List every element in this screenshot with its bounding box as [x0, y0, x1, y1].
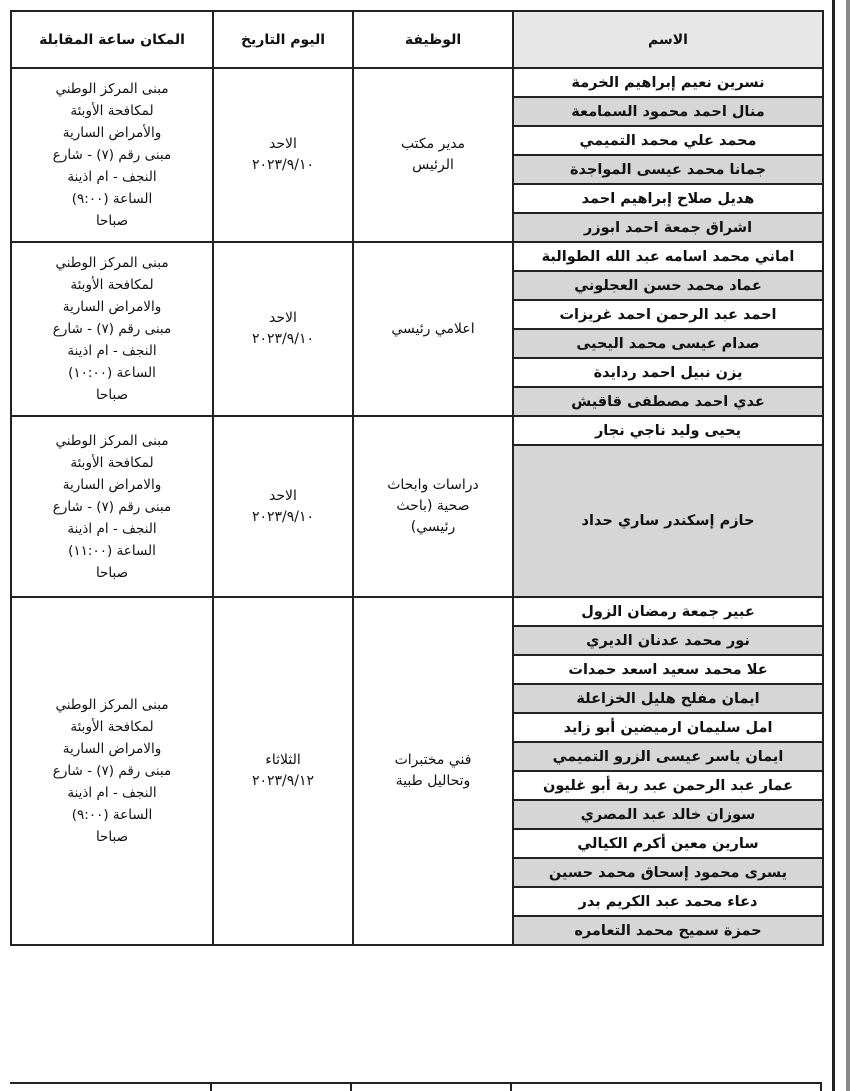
applicant-name: امل سليمان ارميضين أبو زايد	[513, 713, 823, 742]
applicant-name: احمد عبد الرحمن احمد غريزات	[513, 300, 823, 329]
location-line: النجف - ام اذينة	[67, 169, 157, 185]
interview-date: ٢٠٢٣/٩/١٠	[251, 157, 315, 173]
applicant-name: جمانا محمد عيسى المواجدة	[513, 155, 823, 184]
location-line: مبنى المركز الوطني	[55, 432, 169, 449]
location-line: والامراض السارية	[62, 476, 162, 493]
interview-location-cell	[11, 68, 213, 242]
job-title-line: اعلامي رئيسي	[391, 320, 475, 337]
applicant-name: صدام عيسى محمد اليحيى	[513, 329, 823, 358]
interview-day: الثلاثاء	[265, 752, 301, 768]
applicant-name: اماني محمد اسامه عبد الله الطوالبة	[513, 242, 823, 271]
location-line: لمكافحة الأوبئة	[70, 103, 154, 119]
applicant-name: سارين معين أكرم الكيالي	[513, 829, 823, 858]
applicant-name: ايمان مفلح هليل الخزاعلة	[513, 684, 823, 713]
applicant-name: اشراق جمعة احمد ابوزر	[513, 213, 823, 242]
interview-date-cell	[213, 597, 353, 945]
applicant-name: يسرى محمود إسحاق محمد حسين	[513, 858, 823, 887]
location-line: صباحا	[95, 564, 129, 581]
location-line: لمكافحة الأوبئة	[70, 277, 154, 293]
location-line: الساعة (١١:٠٠)	[68, 542, 156, 559]
table-body	[11, 68, 823, 945]
applicant-name: منال احمد محمود السمامعة	[513, 97, 823, 126]
location-line: مبنى المركز الوطني	[55, 255, 169, 271]
job-title-cell	[353, 242, 513, 416]
job-title-line: صحية (باحث	[396, 498, 470, 514]
applicant-name: حازم إسكندر ساري حداد	[513, 445, 823, 597]
table-row	[11, 416, 823, 445]
location-line: الساعة (٩:٠٠)	[71, 191, 153, 207]
applicant-name: يحيى وليد ناجي نجار	[513, 416, 823, 445]
job-title-line: رئيسي)	[410, 519, 456, 535]
location-line: والأمراض السارية	[62, 125, 162, 141]
location-line: صباحا	[95, 829, 129, 845]
job-title-line: فني مختبرات	[394, 752, 472, 768]
interview-day: الاحد	[269, 310, 297, 326]
location-line: لمكافحة الأوبئة	[70, 454, 154, 471]
location-line: مبنى رقم (٧) - شارع	[52, 763, 172, 779]
header-date: اليوم التاريخ	[213, 11, 353, 68]
page-border-line	[832, 0, 835, 1091]
job-title-cell	[353, 68, 513, 242]
location-line: مبنى رقم (٧) - شارع	[52, 498, 172, 515]
table-row	[11, 597, 823, 626]
applicant-name: عبير جمعة رمضان الزول	[513, 597, 823, 626]
interview-date: ٢٠٢٣/٩/١٠	[251, 331, 315, 347]
applicant-name: عدي احمد مصطفى قاقيش	[513, 387, 823, 416]
interview-location-cell	[11, 242, 213, 416]
location-line: النجف - ام اذينة	[67, 520, 157, 537]
location-line: والامراض السارية	[62, 741, 162, 757]
header-row	[11, 11, 823, 68]
location-line: صباحا	[95, 387, 129, 403]
location-line: صباحا	[95, 213, 129, 229]
header-job: الوظيفة	[353, 11, 513, 68]
job-title-cell	[353, 416, 513, 597]
interview-date-cell	[213, 242, 353, 416]
location-line: الساعة (٩:٠٠)	[71, 807, 153, 823]
interview-date-cell	[213, 416, 353, 597]
applicant-name: عماد محمد حسن العجلوني	[513, 271, 823, 300]
applicant-name: نسرين نعيم إبراهيم الخرمة	[513, 68, 823, 97]
interview-day: الاحد	[269, 487, 297, 504]
header-name: الاسم	[513, 11, 823, 68]
interview-date: ٢٠٢٣/٩/١٠	[251, 508, 315, 525]
applicant-name: حمزة سميح محمد التعامره	[513, 916, 823, 945]
applicant-name: يزن نبيل احمد ردايدة	[513, 358, 823, 387]
next-row-cut	[10, 1082, 822, 1091]
applicant-name: ايمان ياسر عيسى الزرو التميمي	[513, 742, 823, 771]
page-fold-line	[846, 0, 850, 1091]
location-line: مبنى رقم (٧) - شارع	[52, 321, 172, 337]
applicant-name: سوزان خالد عبد المصري	[513, 800, 823, 829]
location-line: مبنى المركز الوطني	[55, 81, 169, 97]
applicant-name: علا محمد سعيد اسعد حمدات	[513, 655, 823, 684]
interview-day: الاحد	[269, 136, 297, 152]
job-title-cell	[353, 597, 513, 945]
job-title-line: دراسات وابحاث	[387, 477, 479, 493]
interview-date: ٢٠٢٣/٩/١٢	[251, 773, 315, 789]
applicant-name: دعاء محمد عبد الكريم بدر	[513, 887, 823, 916]
header-location: المكان ساعة المقابلة	[11, 11, 213, 68]
location-line: النجف - ام اذينة	[67, 785, 157, 801]
location-line: مبنى المركز الوطني	[55, 697, 169, 713]
applicant-name: عمار عبد الرحمن عبد ربة أبو غليون	[513, 771, 823, 800]
applicant-name: هديل صلاح إبراهيم احمد	[513, 184, 823, 213]
location-line: النجف - ام اذينة	[67, 343, 157, 359]
interview-location-cell	[11, 597, 213, 945]
location-line: مبنى رقم (٧) - شارع	[52, 147, 172, 163]
interview-date-cell	[213, 68, 353, 242]
job-title-line: الرئيس	[412, 157, 454, 173]
applicant-name: نور محمد عدنان الديري	[513, 626, 823, 655]
location-line: لمكافحة الأوبئة	[70, 719, 154, 735]
table-row	[11, 68, 823, 97]
location-line: الساعة (١٠:٠٠)	[68, 365, 156, 381]
interview-schedule-table	[10, 10, 824, 946]
applicant-name: محمد علي محمد التميمي	[513, 126, 823, 155]
interview-location-cell	[11, 416, 213, 597]
location-line: والامراض السارية	[62, 299, 162, 315]
table-row	[11, 242, 823, 271]
job-title-line: مدير مكتب	[400, 136, 466, 152]
job-title-line: وتحاليل طبية	[395, 773, 471, 789]
